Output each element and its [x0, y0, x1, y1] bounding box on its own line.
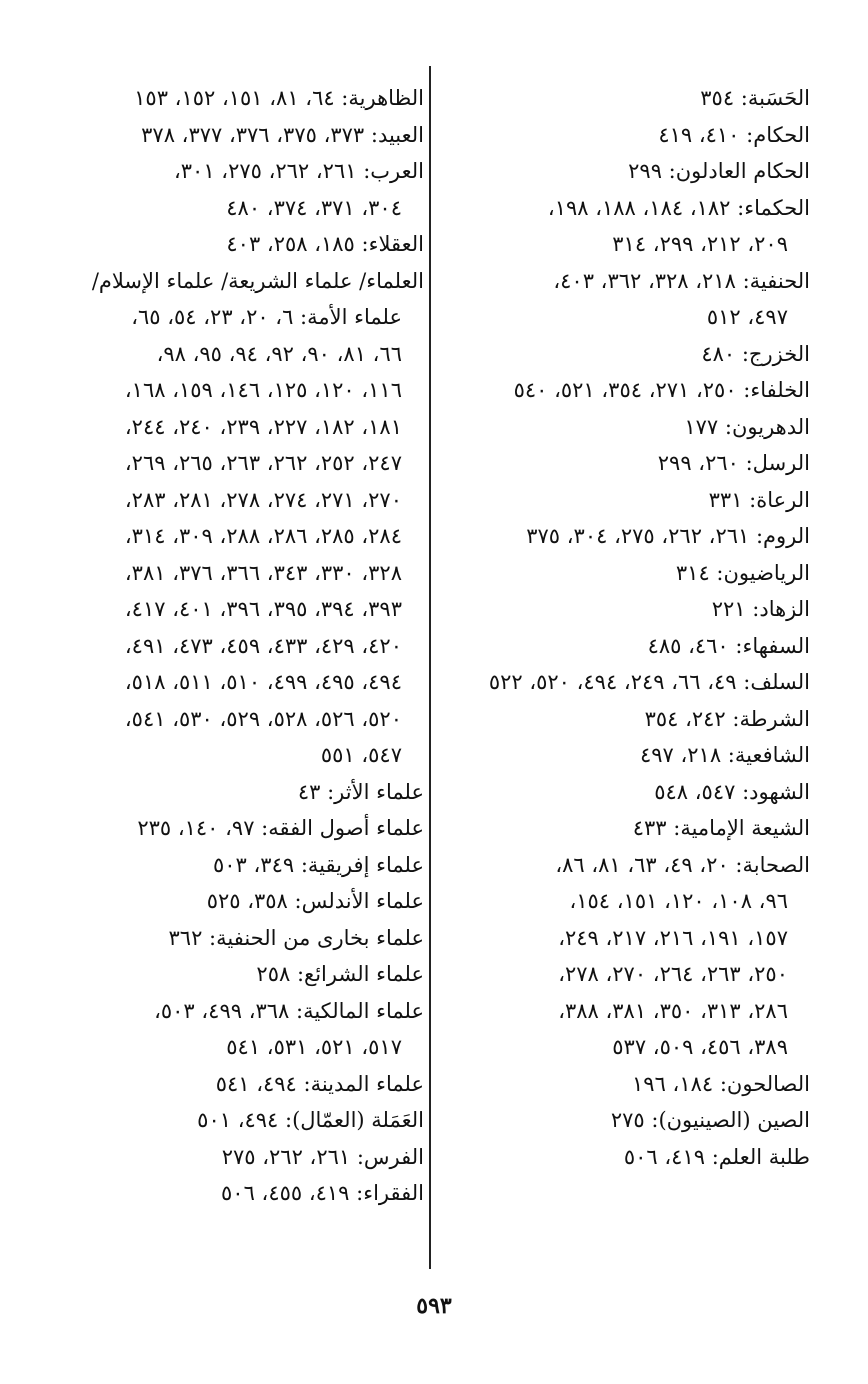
index-entry — [440, 336, 810, 373]
page-number: ٥٩٣ — [416, 1293, 452, 1319]
index-entry-continuation: ٢٧٠، ٢٧١، ٢٧٤، ٢٧٨، ٢٨١، ٢٨٣، — [124, 487, 402, 512]
index-entry — [440, 1102, 810, 1139]
index-entry-line: الشهود: ٥٤٧، ٥٤٨ — [654, 779, 810, 804]
index-entry — [440, 628, 810, 665]
index-entry — [52, 226, 424, 263]
index-entry-line: علماء المدينة: ٤٩٤، ٥٤١ — [215, 1071, 424, 1096]
index-column-right — [440, 80, 810, 1175]
index-entry-line: السلف: ٤٩، ٦٦، ٢٤٩، ٤٩٤، ٥٢٠، ٥٢٢ — [488, 670, 810, 694]
index-entry-line: الحكام: ٤١٠، ٤١٩ — [658, 122, 810, 147]
index-entry-continuation: ٥٤٧، ٥٥١ — [320, 743, 402, 767]
index-entry — [52, 956, 424, 993]
index-entry-continuation: ٢٠٩، ٢١٢، ٢٩٩، ٣١٤ — [612, 232, 788, 256]
index-entry-line: السفهاء: ٤٦٠، ٤٨٥ — [647, 633, 810, 658]
index-entry — [440, 372, 810, 409]
index-entry-line: علماء الشرائع: ٢٥٨ — [256, 962, 424, 986]
index-entry — [52, 1066, 424, 1103]
index-entry-line: علماء أصول الفقه: ٩٧، ١٤٠، ٢٣٥ — [137, 816, 424, 840]
column-divider — [429, 66, 431, 1269]
index-entry-continuation: ٩٦، ١٠٨، ١٢٠، ١٥١، ١٥٤، — [569, 889, 788, 913]
index-entry-continuation: ٣٩٣، ٣٩٤، ٣٩٥، ٣٩٦، ٤٠١، ٤١٧، — [124, 597, 402, 621]
index-entry-continuation: ٢٨٦، ٣١٣، ٣٥٠، ٣٨١، ٣٨٨، — [558, 998, 788, 1023]
index-entry — [440, 117, 810, 154]
index-entry — [52, 847, 424, 884]
index-entry — [440, 847, 810, 1066]
index-entry-line: العقلاء: ١٨٥، ٢٥٨، ٤٠٣ — [226, 232, 424, 256]
index-entry-line: الفقراء: ٤١٩، ٤٥٥، ٥٠٦ — [221, 1181, 424, 1205]
index-entry-line: الشرطة: ٢٤٢، ٣٥٤ — [644, 706, 810, 731]
index-entry — [52, 810, 424, 847]
index-entry-line: طلبة العلم: ٤١٩، ٥٠٦ — [623, 1144, 810, 1169]
index-entry-line: الخزرج: ٤٨٠ — [701, 341, 810, 366]
index-entry-line: العلماء/ علماء الشريعة/ علماء الإسلام/ — [91, 268, 424, 293]
index-entry-continuation: ٤٩٤، ٤٩٥، ٤٩٩، ٥١٠، ٥١١، ٥١٨، — [124, 670, 402, 694]
index-entry-continuation: ٤٢٠، ٤٢٩، ٤٣٣، ٤٥٩، ٤٧٣، ٤٩١، — [124, 633, 402, 658]
index-entry-line: الخلفاء: ٢٥٠، ٢٧١، ٣٥٤، ٥٢١، ٥٤٠ — [513, 378, 810, 402]
index-entry-line: الشافعية: ٢١٨، ٤٩٧ — [639, 743, 810, 767]
index-entry-continuation: ٥٢٠، ٥٢٦، ٥٢٨، ٥٢٩، ٥٣٠، ٥٤١، — [124, 706, 402, 731]
index-entry-line: الصالحون: ١٨٤، ١٩٦ — [632, 1071, 810, 1096]
index-entry — [52, 774, 424, 811]
index-entry-line: الرياضيون: ٣١٤ — [675, 560, 810, 585]
index-entry — [52, 263, 424, 774]
index-entry-line: العَمَلة (العمّال): ٤٩٤، ٥٠١ — [197, 1108, 424, 1132]
index-entry — [52, 153, 424, 226]
index-entry-line: الزهاد: ٢٢١ — [711, 597, 810, 621]
index-entry-line: الحَسَبة: ٣٥٤ — [700, 86, 810, 110]
index-entry-line: الحكماء: ١٨٢، ١٨٤، ١٨٨، ١٩٨، — [547, 195, 810, 220]
index-entry — [52, 993, 424, 1066]
index-entry-line: علماء بخارى من الحنفية: ٣٦٢ — [168, 925, 424, 950]
index-entry — [52, 920, 424, 957]
index-entry-continuation: ٥١٧، ٥٢١، ٥٣١، ٥٤١ — [226, 1035, 402, 1059]
index-entry — [440, 409, 810, 446]
index-entry-line: علماء إفريقية: ٣٤٩، ٥٠٣ — [213, 852, 424, 877]
index-entry — [440, 701, 810, 738]
index-entry — [440, 555, 810, 592]
index-entry — [440, 1066, 810, 1103]
index-entry-line: الفرس: ٢٦١، ٢٦٢، ٢٧٥ — [221, 1144, 424, 1169]
index-entry-line: العرب: ٢٦١، ٢٦٢، ٢٧٥، ٣٠١، — [174, 159, 424, 183]
index-entry-continuation: ٢٤٧، ٢٥٢، ٢٦٢، ٢٦٣، ٢٦٥، ٢٦٩، — [124, 451, 402, 475]
index-entry-continuation: ٤٩٧، ٥١٢ — [706, 305, 788, 329]
index-entry — [440, 810, 810, 847]
index-entry — [440, 190, 810, 263]
index-entry-line: الشيعة الإمامية: ٤٣٣ — [632, 816, 810, 840]
index-entry — [440, 153, 810, 190]
index-entry-line: الرسل: ٢٦٠، ٢٩٩ — [657, 451, 810, 475]
index-entry-continuation: ٦٦، ٨١، ٩٠، ٩٢، ٩٤، ٩٥، ٩٨، — [156, 341, 402, 366]
index-entry — [440, 445, 810, 482]
index-entry — [440, 482, 810, 519]
index-entry — [52, 117, 424, 154]
index-entry-continuation: ٢٨٤، ٢٨٥، ٢٨٦، ٢٨٨، ٣٠٩، ٣١٤، — [124, 524, 402, 548]
index-entry-continuation: ٣٨٩، ٤٥٦، ٥٠٩، ٥٣٧ — [612, 1035, 788, 1059]
index-entry-continuation: علماء الأمة: ٦، ٢٠، ٢٣، ٥٤، ٦٥، — [131, 305, 402, 329]
index-entry-line: الصحابة: ٢٠، ٤٩، ٦٣، ٨١، ٨٦، — [555, 852, 810, 877]
index-entry-line: الظاهرية: ٦٤، ٨١، ١٥١، ١٥٢، ١٥٣ — [134, 86, 424, 110]
index-entry — [440, 664, 810, 701]
index-column-left — [52, 80, 424, 1212]
index-entry-continuation: ١٥٧، ١٩١، ٢١٦، ٢١٧، ٢٤٩، — [558, 925, 788, 950]
index-entry-line: الروم: ٢٦١، ٢٦٢، ٢٧٥، ٣٠٤، ٣٧٥ — [526, 524, 810, 548]
index-entry-line: علماء المالكية: ٣٦٨، ٤٩٩، ٥٠٣، — [154, 998, 424, 1023]
index-entry — [52, 80, 424, 117]
index-entry — [52, 1139, 424, 1176]
index-entry-line: العبيد: ٣٧٣، ٣٧٥، ٣٧٦، ٣٧٧، ٣٧٨ — [141, 122, 424, 147]
index-entry-continuation: ١١٦، ١٢٠، ١٢٥، ١٤٦، ١٥٩، ١٦٨، — [124, 378, 402, 402]
index-entry-line: الصين (الصينيون): ٢٧٥ — [610, 1108, 810, 1132]
index-entry-continuation: ٣٢٨، ٣٣٠، ٣٤٣، ٣٦٦، ٣٧٦، ٣٨١، — [124, 560, 402, 585]
index-entry — [52, 1102, 424, 1139]
index-entry-continuation: ١٨١، ١٨٢، ٢٢٧، ٢٣٩، ٢٤٠، ٢٤٤، — [124, 414, 402, 439]
index-entry-continuation: ٢٥٠، ٢٦٣، ٢٦٤، ٢٧٠، ٢٧٨، — [558, 962, 788, 986]
index-entry-continuation: ٣٠٤، ٣٧١، ٣٧٤، ٤٨٠ — [226, 195, 402, 220]
index-entry — [440, 591, 810, 628]
index-entry-line: الدهريون: ١٧٧ — [684, 414, 810, 439]
index-entry — [440, 263, 810, 336]
index-entry — [440, 774, 810, 811]
index-entry — [440, 518, 810, 555]
index-entry-line: علماء الأثر: ٤٣ — [297, 779, 424, 804]
index-entry-line: الحكام العادلون: ٢٩٩ — [628, 159, 810, 183]
index-entry — [440, 737, 810, 774]
index-entry — [440, 1139, 810, 1176]
index-entry-line: الحنفية: ٢١٨، ٣٢٨، ٣٦٢، ٤٠٣، — [553, 268, 810, 293]
index-entry-line: الرعاة: ٣٣١ — [708, 487, 810, 512]
index-entry-line: علماء الأندلس: ٣٥٨، ٥٢٥ — [206, 889, 424, 913]
index-entry — [440, 80, 810, 117]
index-entry — [52, 883, 424, 920]
index-entry — [52, 1175, 424, 1212]
